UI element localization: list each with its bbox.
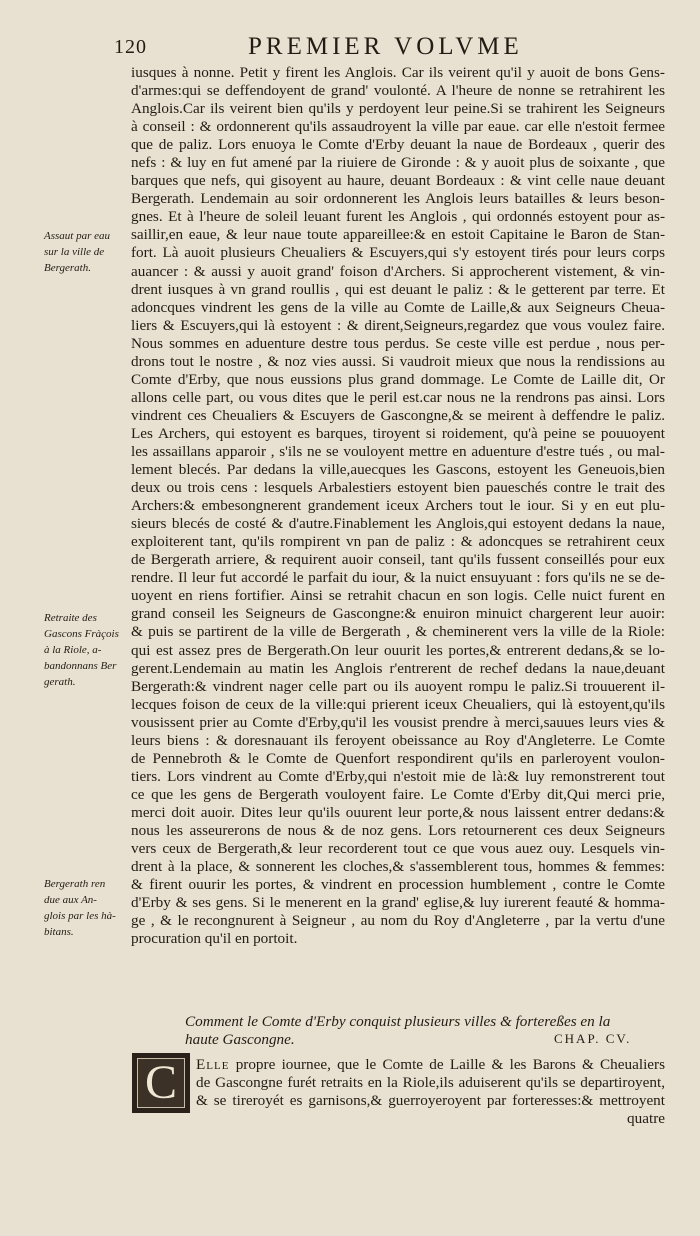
running-head: PREMIER VOLVME (248, 33, 523, 60)
text-line: vousissent prier au Comte d'Erby,qu'il les vousist prendre à merci,sauues leurs vies & (131, 713, 665, 731)
text-line: d'Erby & ses gens. Si le menerent en la grand' eglise,& luy iurerent feauté & homma- (131, 894, 665, 912)
side-note-surrender (44, 876, 128, 940)
side-note-line: Assaut par eau (44, 230, 110, 242)
text-line: drent iusques à vn grand roullis , qui est deuant le paliz : & le getterent par terre. Et (131, 280, 665, 298)
opening-word: Elle (196, 1056, 230, 1073)
side-note-line: à la Riole, a- (44, 644, 102, 656)
text-line: drons tout le nostre , & noz vies aussi. Si vaudroit mieux que nous la rendissions au (131, 352, 665, 370)
side-note-line: sur la ville de (44, 246, 105, 258)
catchword: quatre (627, 1110, 665, 1128)
side-note-line: glois par les hà- (44, 910, 116, 922)
text-line: sieurs blecés de costé & d'autre.Finablement les Anglois,qui estoyent dedans la naue, (131, 515, 665, 533)
side-note-line: Retraite des (44, 612, 97, 624)
side-note-line: Bergerath. (44, 262, 91, 274)
chapter-opening-text (196, 1056, 665, 1128)
text-line: vindrent ces Cheualiers & Escuyers de Gascongne,& se meirent à deffendre le paliz. (131, 406, 665, 424)
text-line: & se tireroyét es garnisons,& guerroyeroyent par forteresses:& mettroyent (196, 1092, 665, 1110)
text-line: Bergerath:& vindrent nager celle part ou ils auoyent rompu le paliz.Si trouuerent il- (131, 677, 665, 695)
text-line: de Pennebroth & le Comte de Quenfort respondirent qu'ils en parleroyent voulon- (131, 749, 665, 767)
text-line: saillir,en eaue, & leur naue toute appareillee:& en estoit Capitaine le Baron de Stan- (131, 226, 665, 244)
text-line: les assaillans apparoir , s'ils ne se vouloyent mettre en aduenture d'estre tués , ou mal- (131, 442, 665, 460)
text-line: Comte d'Erby, que nous eussions plus grand dommage. Le Comte de Laille dit, Or (131, 370, 665, 388)
side-note-line: gerath. (44, 676, 76, 688)
text-line: de Gascongne furét retraits en la Riole,ils aduiserent qu'ils se departiroyent, (196, 1074, 665, 1092)
text-line: adoncques vindrent les gens de la ville au Comte de Laille,& aux Seigneurs Cheua- (131, 298, 665, 316)
drop-cap-initial (132, 1053, 190, 1113)
text-line: ce que les gens de Bergerath vouloyent faire. Le Comte d'Erby dit,Qui merci prie, (131, 785, 665, 803)
text-line: lecques foison de ceux de la ville:qui prierent iceux Cheualiers, qui là estoyent,qu'ils (131, 695, 665, 713)
text-line: vers ceux de Bergerath,& leur recorderent tout ce que vous auez ouy. Lesquels vin- (131, 840, 665, 858)
text-line: tiers. Lors vindrent au Comte d'Erby,qui n'estoit mie de là:& luy remonstrerent tout (131, 767, 665, 785)
side-note-line: bandonnans Ber (44, 660, 117, 672)
text-line: nefs : & luy en fut amené par la riuiere de Gironde : & y auoit plus de soixante , que (131, 154, 665, 172)
side-note-line: due aux An- (44, 894, 97, 906)
text-line: Les Archers, qui estoyent es barques, tiroyent si roidement, qu'à peine se pouuoyent (131, 424, 665, 442)
side-note-retreat (44, 610, 128, 690)
text-line: gerent.Lendemain au matin les Anglois r'entrerent de rechef dedans la naue,deuant (131, 659, 665, 677)
body-text (131, 64, 665, 948)
text-line: Archers:& embesongnerent grandement iceux Archers tout le iour. Si y en eut plu- (131, 497, 665, 515)
text-line: Bergerath. Lendemain au soir ordonnerent les Anglois leurs batailles & leurs beson- (131, 190, 665, 208)
text-line: liers & Escuyers,qui là estoyent : & dirent,Seigneurs,regardez que vous voulez faire. (131, 316, 665, 334)
text-line: merci doit auoir. Dites leur qu'ils ouurent leur porte,& nous laissent entrer dedans:& (131, 803, 665, 821)
text-line: de Bergerath arriere, & requirent auoir conseil, tant qu'ils fussent conseillés pour eux (131, 551, 665, 569)
side-note-line: Gascons Fràçois (44, 628, 119, 640)
text-line: fort. Là auoit plusieurs Cheualiers & Escuyers,qui s'y estoyent tirés pour leurs corps (131, 244, 665, 262)
text-line: Nous sommes en aduenture destre tous perdus. Se ceste ville est perdue , nous per- (131, 334, 665, 352)
text-line: iusques à nonne. Petit y firent les Anglois. Car ils veirent qu'il y auoit de bons Gens- (131, 64, 665, 81)
text-line: que de paliz. Lors enuoya le Comte d'Erby deuant la naue de Bordeaux , querir des (131, 136, 665, 154)
text-line: ge , & le recongnurent à Seigneur , au nom du Roy d'Angleterre , par la vertu d'une (131, 912, 665, 930)
text-line (196, 1056, 665, 1074)
text-line: rendre. Il leur fut accordé le parfait du iour, & la nuict ensuyuant : fors qu'ils ne se de- (131, 569, 665, 587)
text-line: grand conseil les Seigneurs de Gascongne:& enuiron minuict chargerent leur auoir: (131, 605, 665, 623)
text-line: gnes. Et à l'heure de soleil leuant furent les Anglois , qui ordonnés estoyent pour as- (131, 208, 665, 226)
page-number: 120 (114, 36, 147, 58)
text-line-rest: propre iournee, que le Comte de Laille & les Barons & Cheualiers (235, 1056, 665, 1073)
side-note-line: Bergerath ren (44, 878, 106, 890)
text-line: & firent ouurir les portes, & vindrent en procession humblement , contre le Comte (131, 876, 665, 894)
text-line: à conseil : & ordonnerent qu'ils assaudroyent la ville par eaue. car elle n'estoit fermee (131, 118, 665, 136)
text-line: barques que nefs, qui gisoyent au haure, deuant Bordeaux : & vint celle naue deuant (131, 172, 665, 190)
text-line: procuration qu'il en portoit. (131, 930, 298, 948)
text-line: Anglois.Car ils veirent bien qu'ils y perdoyent leur peine.Si se trahirent les Seigneurs (131, 100, 665, 118)
text-line: auancer : & aussi y auoit grand' foison d'Archers. Si approcherent vistement, & vin- (131, 262, 665, 280)
side-note-assault (44, 228, 128, 276)
drop-cap-letter: C (144, 1056, 177, 1109)
text-line: leurs biens : & doresnauant ils feroyent obeissance au Roy d'Angleterre. Le Comte (131, 731, 665, 749)
text-line: nous les asseurerons de nous & de noz gens. Lors retournerent ces deux Seigneurs (131, 821, 665, 839)
text-line: deux ou trois cens : lesquels Arbalestiers estoyent bien paueschés contre le trait des (131, 479, 665, 497)
chapter-heading-line: haute Gascongne. (185, 1031, 295, 1048)
text-line: d'armes:qui se deffendoyent de grand' voulonté. A l'heure de nonne se retrahirent les (131, 82, 665, 100)
chapter-heading-line: Comment le Comte d'Erby conquist plusieurs villes & fortereßes en la (185, 1013, 611, 1030)
text-line: qui est assez pres de Bergerath.On leur ouurit les portes,& entrerent dedans,& se lo- (131, 641, 665, 659)
chapter-number: CHAP. CV. (554, 1031, 632, 1046)
text-line: exploiterent tant, qu'ils rompirent vn pan de paliz : & adoncques se retrahirent ceux (131, 533, 665, 551)
text-line: uoyent en riens fortifier. Ainsi se retrahit chacun en son logis. Celle nuict furent en (131, 587, 665, 605)
text-line: lement blecés. Par dedans la ville,auecques les Gascons, estoyent les Geneuois,bien (131, 461, 665, 479)
side-note-line: bitans. (44, 926, 74, 938)
text-line: allons celle part, ou vous dites que le peril est.car nous ne la rendrons pas ainsi. Lors (131, 388, 665, 406)
text-line: & puis se partirent de la ville de Bergerath , & cheminerent vers la ville de la Riole: (131, 623, 665, 641)
text-line: drent à la place, & sonnerent les cloches,& s'assemblerent tous, hommes & femmes: (131, 858, 665, 876)
